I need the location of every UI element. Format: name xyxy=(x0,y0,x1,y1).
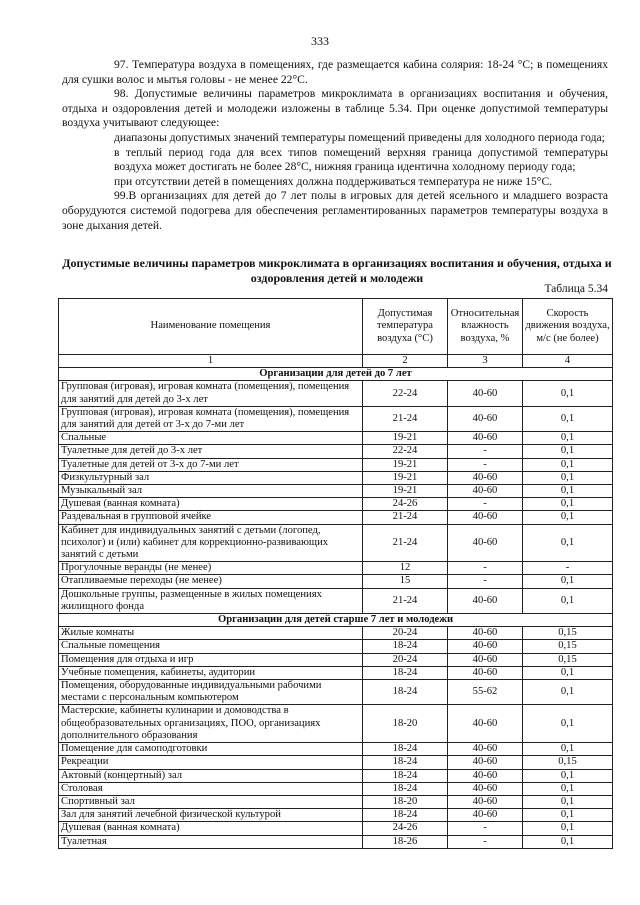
temperature-cell: 18-24 xyxy=(363,743,448,756)
room-name-cell: Душевая (ванная комната) xyxy=(59,498,363,511)
humidity-cell: 40-60 xyxy=(448,653,523,666)
temperature-cell: 18-20 xyxy=(363,705,448,743)
page-number: 333 xyxy=(311,34,329,48)
air-speed-cell: 0,1 xyxy=(523,743,613,756)
temperature-cell: 24-26 xyxy=(363,822,448,835)
table-row xyxy=(59,381,613,406)
temperature-cell: 18-26 xyxy=(363,835,448,848)
air-speed-cell: 0,1 xyxy=(523,680,613,705)
air-speed-cell: 0,1 xyxy=(523,575,613,588)
table-row xyxy=(59,680,613,705)
room-name-cell: Туалетная xyxy=(59,835,363,848)
table-row xyxy=(59,432,613,445)
air-speed-cell: 0,1 xyxy=(523,471,613,484)
body-text xyxy=(62,58,608,233)
room-name-cell: Рекреации xyxy=(59,756,363,769)
air-speed-cell: 0,1 xyxy=(523,406,613,431)
humidity-cell: 40-60 xyxy=(448,511,523,524)
table-row xyxy=(59,588,613,613)
temperature-cell: 18-20 xyxy=(363,795,448,808)
room-name-cell: Душевая (ванная комната) xyxy=(59,822,363,835)
temperature-cell: 12 xyxy=(363,562,448,575)
room-name-cell: Зал для занятий лечебной физической культурой xyxy=(59,809,363,822)
paragraph: при отсутствии детей в помещениях должна поддерживаться температура не ниже 15°С. xyxy=(114,174,553,188)
room-name-cell: Помещения для отдыха и игр xyxy=(59,653,363,666)
temperature-cell: 21-24 xyxy=(363,588,448,613)
table-row xyxy=(59,511,613,524)
humidity-cell: - xyxy=(448,498,523,511)
room-name-cell: Музыкальный зал xyxy=(59,485,363,498)
table-row xyxy=(59,575,613,588)
air-speed-cell: 0,1 xyxy=(523,705,613,743)
temperature-cell: 20-24 xyxy=(363,653,448,666)
table-row xyxy=(59,809,613,822)
air-speed-cell: 0,1 xyxy=(523,666,613,679)
table-row xyxy=(59,653,613,666)
humidity-cell: 40-60 xyxy=(448,381,523,406)
table-row xyxy=(59,756,613,769)
temperature-cell: 21-24 xyxy=(363,406,448,431)
room-name-cell: Актовый (концертный) зал xyxy=(59,769,363,782)
temperature-cell: 22-24 xyxy=(363,381,448,406)
table-row xyxy=(59,524,613,562)
header-air-speed: Скорость движения воздуха, м/с (не более) xyxy=(523,299,613,355)
temperature-cell: 15 xyxy=(363,575,448,588)
temperature-cell: 18-24 xyxy=(363,666,448,679)
air-speed-cell: 0,1 xyxy=(523,524,613,562)
room-name-cell: Отапливаемые переходы (не менее) xyxy=(59,575,363,588)
header-room-name: Наименование помещения xyxy=(59,299,363,355)
table-row xyxy=(59,743,613,756)
room-name-cell: Туалетные для детей от 3-х до 7-ми лет xyxy=(59,458,363,471)
humidity-cell: 40-60 xyxy=(448,795,523,808)
humidity-cell: 40-60 xyxy=(448,406,523,431)
table-row xyxy=(59,822,613,835)
table-row xyxy=(59,458,613,471)
temperature-cell: 18-24 xyxy=(363,640,448,653)
room-name-cell: Помещения, оборудованные индивидуальными рабочими местами с персональным компьютером xyxy=(59,680,363,705)
air-speed-cell: 0,15 xyxy=(523,640,613,653)
humidity-cell: - xyxy=(448,445,523,458)
temperature-cell: 24-26 xyxy=(363,498,448,511)
temperature-cell: 18-24 xyxy=(363,809,448,822)
humidity-cell: 40-60 xyxy=(448,524,523,562)
air-speed-cell: 0,1 xyxy=(523,588,613,613)
humidity-cell: 40-60 xyxy=(448,809,523,822)
humidity-cell: 40-60 xyxy=(448,743,523,756)
air-speed-cell: 0,1 xyxy=(523,445,613,458)
room-name-cell: Спальные помещения xyxy=(59,640,363,653)
table-row xyxy=(59,471,613,484)
section-title: Организации для детей старше 7 лет и молодежи xyxy=(59,614,613,627)
air-speed-cell: - xyxy=(523,562,613,575)
humidity-cell: 40-60 xyxy=(448,705,523,743)
column-number-row xyxy=(59,355,613,368)
room-name-cell: Туалетные для детей до 3-х лет xyxy=(59,445,363,458)
room-name-cell: Спортивный зал xyxy=(59,795,363,808)
air-speed-cell: 0,1 xyxy=(523,782,613,795)
air-speed-cell: 0,1 xyxy=(523,511,613,524)
air-speed-cell: 0,15 xyxy=(523,756,613,769)
table-header-row xyxy=(59,299,613,355)
table-row xyxy=(59,835,613,848)
table-row xyxy=(59,705,613,743)
temperature-cell: 21-24 xyxy=(363,524,448,562)
air-speed-cell: 0,1 xyxy=(523,822,613,835)
room-name-cell: Физкультурный зал xyxy=(59,471,363,484)
temperature-cell: 22-24 xyxy=(363,445,448,458)
room-name-cell: Учебные помещения, кабинеты, аудитории xyxy=(59,666,363,679)
table-row xyxy=(59,562,613,575)
table-row xyxy=(59,782,613,795)
humidity-cell: - xyxy=(448,575,523,588)
temperature-cell: 18-24 xyxy=(363,756,448,769)
humidity-cell: 40-60 xyxy=(448,640,523,653)
air-speed-cell: 0,1 xyxy=(523,381,613,406)
humidity-cell: 40-60 xyxy=(448,769,523,782)
temperature-cell: 21-24 xyxy=(363,511,448,524)
temperature-cell: 19-21 xyxy=(363,485,448,498)
temperature-cell: 20-24 xyxy=(363,627,448,640)
temperature-cell: 18-24 xyxy=(363,680,448,705)
paragraph: диапазоны допустимых значений температуры помещений приведены для холодного периода года; xyxy=(114,130,605,144)
humidity-cell: 40-60 xyxy=(448,588,523,613)
humidity-cell: 40-60 xyxy=(448,471,523,484)
humidity-cell: 40-60 xyxy=(448,756,523,769)
header-temperature: Допустимая температура воздуха (°С) xyxy=(363,299,448,355)
temperature-cell: 19-21 xyxy=(363,432,448,445)
table-row xyxy=(59,498,613,511)
table-title: Допустимые величины параметров микроклимата в организациях воспитания и обучения, отдыха и оздоровления детей и молодежи xyxy=(62,256,612,285)
humidity-cell: 40-60 xyxy=(448,666,523,679)
table-row xyxy=(59,406,613,431)
room-name-cell: Раздевальная в групповой ячейке xyxy=(59,511,363,524)
table-row xyxy=(59,640,613,653)
air-speed-cell: 0,1 xyxy=(523,795,613,808)
column-number: 1 xyxy=(59,355,363,368)
table-row xyxy=(59,769,613,782)
table-row xyxy=(59,666,613,679)
column-number: 4 xyxy=(523,355,613,368)
section-title: Организации для детей до 7 лет xyxy=(59,368,613,381)
temperature-cell: 19-21 xyxy=(363,458,448,471)
room-name-cell: Прогулочные веранды (не менее) xyxy=(59,562,363,575)
table-label: Таблица 5.34 xyxy=(544,283,608,295)
air-speed-cell: 0,1 xyxy=(523,458,613,471)
room-name-cell: Кабинет для индивидуальных занятий с детьми (логопед, психолог) и (или) кабинет для коррекционно-развивающих занятий с детьми xyxy=(59,524,363,562)
humidity-cell: - xyxy=(448,822,523,835)
section-header-row xyxy=(59,614,613,627)
humidity-cell: 40-60 xyxy=(448,627,523,640)
table-row xyxy=(59,445,613,458)
humidity-cell: - xyxy=(448,458,523,471)
temperature-cell: 18-24 xyxy=(363,769,448,782)
table-row xyxy=(59,485,613,498)
humidity-cell: 40-60 xyxy=(448,782,523,795)
header-humidity: Относительная влажность воздуха, % xyxy=(448,299,523,355)
paragraph: 98. Допустимые величины параметров микроклимата в организациях воспитания и обучения, отдыха и оздоровления детей и молодежи изложены в таблице 5.34. При оценке допустимой температуры воздуха учитывают следующее: xyxy=(62,87,608,130)
room-name-cell: Жилые комнаты xyxy=(59,627,363,640)
table-row xyxy=(59,795,613,808)
room-name-cell: Спальные xyxy=(59,432,363,445)
humidity-cell: - xyxy=(448,835,523,848)
temperature-cell: 18-24 xyxy=(363,782,448,795)
air-speed-cell: 0,1 xyxy=(523,498,613,511)
humidity-cell: 55-62 xyxy=(448,680,523,705)
air-speed-cell: 0,15 xyxy=(523,627,613,640)
column-number: 2 xyxy=(363,355,448,368)
table-row xyxy=(59,627,613,640)
room-name-cell: Столовая xyxy=(59,782,363,795)
air-speed-cell: 0,1 xyxy=(523,835,613,848)
humidity-cell: 40-60 xyxy=(448,432,523,445)
air-speed-cell: 0,15 xyxy=(523,653,613,666)
paragraph: в теплый период года для всех типов помещений верхняя граница допустимой температуры воздуха может достигать не более 28°С, нижняя граница идентична холодному периоду года; xyxy=(114,145,608,174)
section-header-row xyxy=(59,368,613,381)
microclimate-table xyxy=(58,298,613,849)
air-speed-cell: 0,1 xyxy=(523,485,613,498)
humidity-cell: 40-60 xyxy=(448,485,523,498)
air-speed-cell: 0,1 xyxy=(523,432,613,445)
room-name-cell: Помещение для самоподготовки xyxy=(59,743,363,756)
temperature-cell: 19-21 xyxy=(363,471,448,484)
air-speed-cell: 0,1 xyxy=(523,769,613,782)
room-name-cell: Групповая (игровая), игровая комната (помещения), помещения для занятий для детей до 3-х лет xyxy=(59,381,363,406)
room-name-cell: Дошкольные группы, размещенные в жилых помещениях жилищного фонда xyxy=(59,588,363,613)
paragraph: 99.В организациях для детей до 7 лет полы в игровых для детей ясельного и младшего возраста оборудуются системой подогрева для обеспечения регламентированных параметров температуры воздуха в зоне дыхания детей. xyxy=(62,189,608,232)
paragraph: 97. Температура воздуха в помещениях, где размещается кабина солярия: 18-24 °С; в помещениях для сушки волос и мытья головы - не менее 22°С. xyxy=(62,58,608,86)
humidity-cell: - xyxy=(448,562,523,575)
air-speed-cell: 0,1 xyxy=(523,809,613,822)
column-number: 3 xyxy=(448,355,523,368)
room-name-cell: Групповая (игровая), игровая комната (помещения), помещения для занятий для детей от 3-х до 7-ми лет xyxy=(59,406,363,431)
room-name-cell: Мастерские, кабинеты кулинарии и домоводства в общеобразовательных организациях, ПОО, организациях дополнительного образования xyxy=(59,705,363,743)
